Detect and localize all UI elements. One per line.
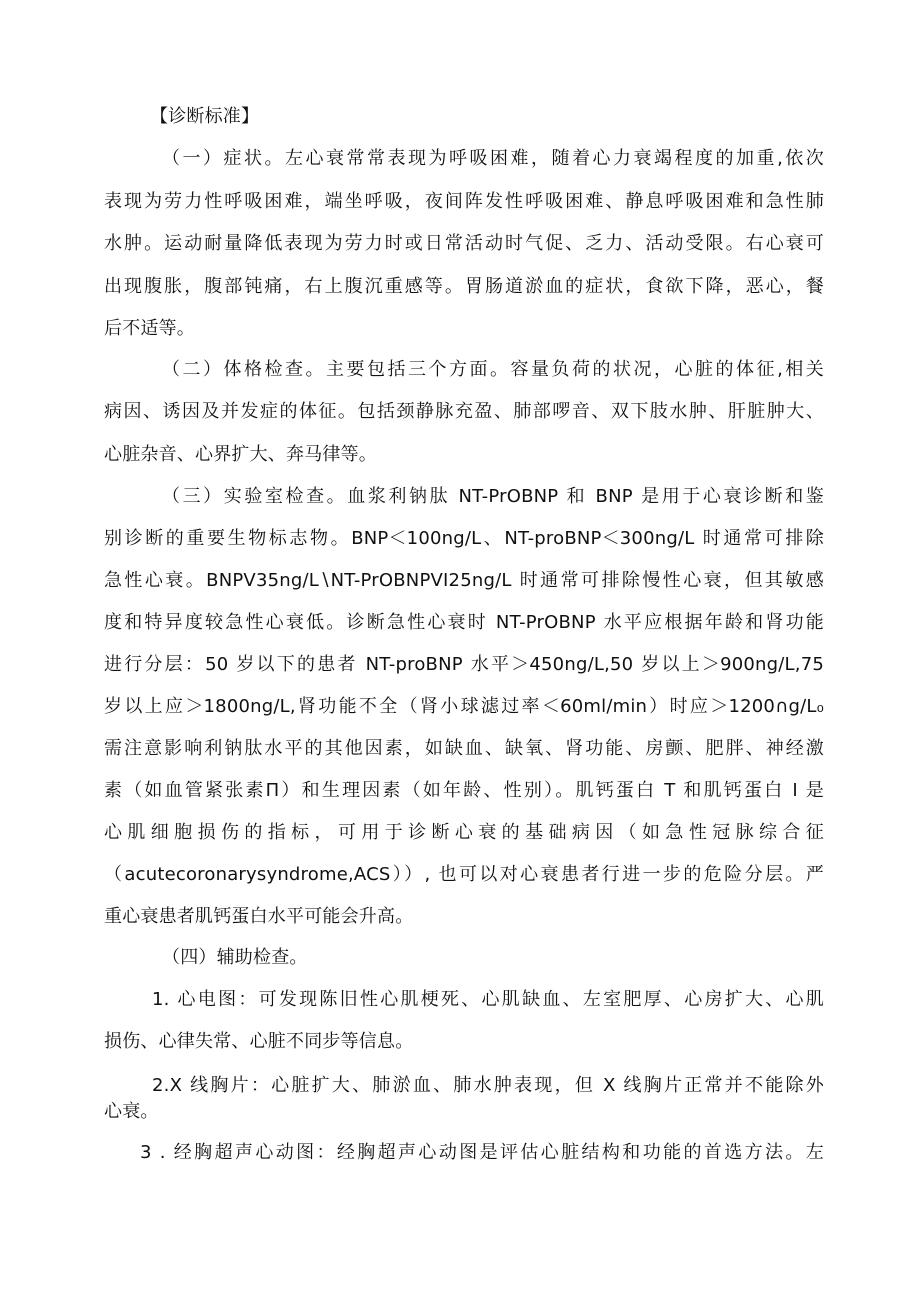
symptoms-paragraph-line: （一）症状。左心衰常常表现为呼吸困难，随着心力衰竭程度的加重,依次 bbox=[162, 148, 824, 169]
lab-paragraph-line: （acutecoronarysyndrome,ACS））, 也可以对心衰患者行进一步的危险分层。严 bbox=[104, 864, 824, 885]
symptoms-paragraph-line: 水肿。运动耐量降低表现为劳力时或日常活动时气促、乏力、活动受限。右心衰可 bbox=[104, 233, 824, 254]
section-heading: 【诊断标准】 bbox=[150, 106, 260, 127]
ecg-item-line: 损伤、心律失常、心脏不同步等信息。 bbox=[104, 1031, 414, 1052]
lab-paragraph-line: 进行分层：50 岁以下的患者 NT-proBNP 水平＞450ng/L,50 岁以上＞900ng/L,75 bbox=[104, 654, 824, 675]
lab-paragraph-line: 素（如血管紧张素Π）和生理因素（如年龄、性别）。肌钙蛋白 T 和肌钙蛋白 I 是 bbox=[104, 780, 824, 801]
lab-paragraph-line: 重心衰患者肌钙蛋白水平可能会升高。 bbox=[104, 906, 414, 927]
exam-paragraph-line: （二）体格检查。主要包括三个方面。容量负荷的状况，心脏的体征,相关 bbox=[162, 359, 824, 380]
xray-item-line: 心衰。 bbox=[104, 1101, 159, 1122]
lab-paragraph-line: 急性心衰。BNPV35ng∕L∖NT-PrOBNPVI25ng/L 时通常可排除慢性心衰，但其敏感 bbox=[104, 570, 824, 591]
lab-paragraph-line: 别诊断的重要生物标志物。BNP＜100ng/L、NT-proBNP＜300ng/L 时通常可排除 bbox=[104, 528, 824, 549]
symptoms-paragraph-line: 后不适等。 bbox=[104, 318, 195, 339]
lab-paragraph-line: 岁以上应＞1800ng/L,肾功能不全（肾小球滤过率＜60ml∕min）时应＞1200∩g∕L₀ bbox=[104, 696, 824, 717]
lab-paragraph-line: 需注意影响利钠肽水平的其他因素，如缺血、缺氧、肾功能、房颤、肥胖、神经激 bbox=[104, 738, 824, 759]
symptoms-paragraph-line: 表现为劳力性呼吸困难，端坐呼吸，夜间阵发性呼吸困难、静息呼吸困难和急性肺 bbox=[104, 191, 824, 212]
lab-paragraph-line: 度和特异度较急性心衰低。诊断急性心衰时 NT-PrOBNP 水平应根据年龄和肾功能 bbox=[104, 612, 824, 633]
exam-paragraph-line: 心脏杂音、心界扩大、奔马律等。 bbox=[104, 444, 377, 465]
symptoms-paragraph-line: 出现腹胀，腹部钝痛，右上腹沉重感等。胃肠道淤血的症状，食欲下降，恶心，餐 bbox=[104, 276, 824, 297]
auxiliary-exam-heading: （四）辅助检查。 bbox=[162, 947, 308, 968]
echo-item-line: 3 . 经胸超声心动图：经胸超声心动图是评估心脏结构和功能的首选方法。左 bbox=[140, 1142, 824, 1163]
ecg-item-line: 1. 心电图：可发现陈旧性心肌梗死、心肌缺血、左室肥厚、心房扩大、心肌 bbox=[152, 989, 824, 1010]
exam-paragraph-line: 病因、诱因及并发症的体征。包括颈静脉充盈、肺部啰音、双下肢水肿、肝脏肿大、 bbox=[104, 401, 824, 422]
lab-paragraph-line: （三）实验室检查。血浆利钠肽 NT-PrOBNP 和 BNP 是用于心衰诊断和鉴 bbox=[162, 486, 824, 507]
xray-item-line: 2.X 线胸片：心脏扩大、肺淤血、肺水肿表现，但 X 线胸片正常并不能除外 bbox=[152, 1075, 824, 1096]
lab-paragraph-line: 心肌细胞损伤的指标，可用于诊断心衰的基础病因（如急性冠脉综合征 bbox=[104, 822, 824, 843]
